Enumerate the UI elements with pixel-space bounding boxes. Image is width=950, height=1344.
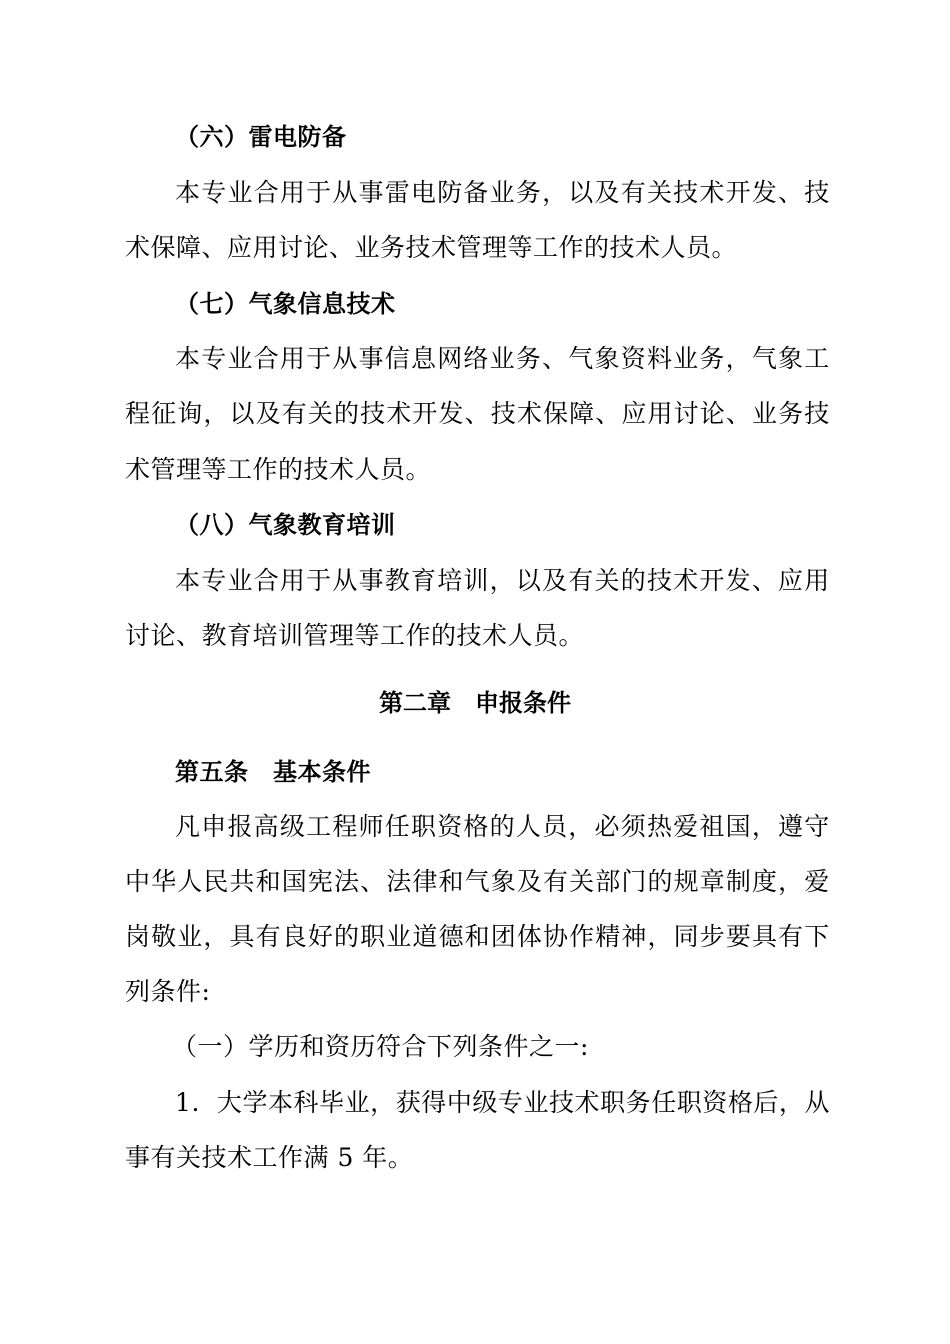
text-char: ， <box>751 812 778 841</box>
paragraph-line: 术保障、应用讨论、业务技术管理等工作的技术人员。 <box>125 233 738 262</box>
paragraph-line <box>125 920 830 954</box>
text-char: 遵 <box>778 812 804 841</box>
text-char: 规 <box>673 867 700 896</box>
text-char: 程 <box>125 399 151 428</box>
text-char: 步 <box>699 922 726 951</box>
text-char: 于 <box>306 566 332 595</box>
text-char: 业 <box>177 922 203 951</box>
text-char: 关 <box>569 867 595 896</box>
text-char: 国 <box>281 867 308 896</box>
text-char: 程 <box>332 812 358 841</box>
text-char: ， <box>778 1088 805 1117</box>
text-char: 信 <box>384 344 411 373</box>
text-char: 高 <box>253 812 280 841</box>
text-char: 专 <box>201 344 227 373</box>
text-char: 爱 <box>804 867 830 896</box>
text-char: 人 <box>177 867 203 896</box>
text-char: 有 <box>255 922 282 951</box>
text-char: 业 <box>752 399 778 428</box>
text-char: 电 <box>410 178 437 207</box>
text-char: 度 <box>752 867 778 896</box>
text-char: 的 <box>334 922 360 951</box>
paragraph-line: 列条件: <box>125 977 211 1006</box>
text-char: 教 <box>384 566 411 595</box>
text-char: 中 <box>446 1088 473 1117</box>
section-heading-meteorological-it: （七）气象信息技术 <box>175 290 396 318</box>
text-char: 育 <box>410 566 437 595</box>
text-char: 及 <box>594 178 621 207</box>
text-char: 得 <box>421 1088 447 1117</box>
text-char: 用 <box>279 344 306 373</box>
text-char: 职 <box>676 1088 703 1117</box>
text-char: 、 <box>464 399 491 428</box>
text-char: 必 <box>594 812 621 841</box>
paragraph-line: 术管理等工作的技术人员。 <box>125 455 432 484</box>
text-char: 以 <box>568 178 594 207</box>
text-char: 本 <box>175 178 201 207</box>
text-char: 技 <box>549 1088 575 1117</box>
text-char: 神 <box>621 922 647 951</box>
text-char: 从 <box>804 1088 830 1117</box>
text-char: 料 <box>646 344 673 373</box>
text-char: 从 <box>332 344 358 373</box>
text-char: 、 <box>360 867 386 896</box>
text-char: 业 <box>227 344 253 373</box>
text-char: 关 <box>307 399 334 428</box>
text-char: 下 <box>804 922 830 951</box>
text-char: 象 <box>490 867 517 896</box>
text-char: 征 <box>151 399 177 428</box>
text-char: 气 <box>464 867 491 896</box>
text-char: 获 <box>395 1088 422 1117</box>
text-char: 和 <box>438 867 465 896</box>
text-char: 级 <box>472 1088 498 1117</box>
text-char: 事 <box>358 344 385 373</box>
text-char: 爱 <box>673 812 699 841</box>
text-char: 业 <box>344 1088 371 1117</box>
text-char: 师 <box>358 812 385 841</box>
text-char: 用 <box>804 566 830 595</box>
text-char: 雷 <box>384 178 411 207</box>
text-char: 的 <box>620 566 647 595</box>
text-char: 级 <box>279 812 306 841</box>
text-char: 有 <box>281 399 308 428</box>
text-char: 体 <box>516 922 543 951</box>
text-char: 员 <box>542 812 568 841</box>
text-char: 部 <box>595 867 621 896</box>
text-char: 具 <box>229 922 256 951</box>
text-char: 从 <box>332 178 358 207</box>
text-char: 大 <box>216 1088 243 1117</box>
text-char: 技 <box>673 178 699 207</box>
text-char: 发 <box>438 399 465 428</box>
text-char: 的 <box>647 867 674 896</box>
text-char: 合 <box>253 178 280 207</box>
text-char: 岗 <box>125 922 151 951</box>
text-char: 作 <box>569 922 595 951</box>
text-char: 和 <box>464 922 491 951</box>
text-char: 训 <box>463 566 489 595</box>
text-char: 业 <box>489 178 516 207</box>
text-char: 敬 <box>151 922 177 951</box>
text-char: 技 <box>804 178 830 207</box>
text-char: 术 <box>516 399 543 428</box>
text-char: 华 <box>151 867 177 896</box>
text-char: 具 <box>752 922 778 951</box>
text-char: 络 <box>463 344 489 373</box>
text-char: 本 <box>175 344 201 373</box>
text-char: 开 <box>412 399 438 428</box>
text-char: 法 <box>386 867 412 896</box>
text-char: 制 <box>725 867 752 896</box>
text-char: 律 <box>412 867 438 896</box>
text-char: 民 <box>203 867 229 896</box>
text-char: ， <box>725 344 752 373</box>
text-char: 障 <box>569 399 595 428</box>
text-char: 开 <box>699 566 725 595</box>
text-char: 技 <box>646 566 673 595</box>
text-char: 格 <box>727 1088 754 1117</box>
text-char: 祖 <box>699 812 725 841</box>
text-char: 网 <box>437 344 463 373</box>
text-char: 团 <box>490 922 517 951</box>
text-char: ， <box>489 566 516 595</box>
text-char: 用 <box>279 178 306 207</box>
text-char: 毕 <box>319 1088 345 1117</box>
text-char: 有 <box>568 566 594 595</box>
text-char: 德 <box>438 922 465 951</box>
text-char: 协 <box>543 922 569 951</box>
text-char: 讨 <box>673 399 700 428</box>
text-char: ， <box>203 399 229 428</box>
text-char: 事 <box>358 566 385 595</box>
text-char: 术 <box>574 1088 601 1117</box>
text-char: 技 <box>490 399 517 428</box>
text-char: 报 <box>227 812 253 841</box>
text-char: 务 <box>625 1088 652 1117</box>
text-char: 象 <box>778 344 804 373</box>
text-char: 1 <box>175 1088 192 1117</box>
text-char: 资 <box>702 1088 728 1117</box>
text-char: 务 <box>515 178 542 207</box>
text-char: 热 <box>646 812 673 841</box>
text-char: ， <box>778 867 804 896</box>
text-char: 术 <box>673 566 699 595</box>
list-item-line <box>175 1086 830 1120</box>
text-char: 以 <box>229 399 256 428</box>
text-char: 及 <box>255 399 282 428</box>
text-char: 业 <box>673 344 699 373</box>
section-heading-lightning-protection: （六）雷电防备 <box>175 123 347 151</box>
text-char: 培 <box>437 566 463 595</box>
text-char: 用 <box>647 399 674 428</box>
text-char: 象 <box>594 344 621 373</box>
text-char: 守 <box>804 812 830 841</box>
text-char: 申 <box>201 812 227 841</box>
text-char: 及 <box>542 566 568 595</box>
text-char: 术 <box>386 399 412 428</box>
text-char: 国 <box>725 812 752 841</box>
text-char: 发 <box>725 566 752 595</box>
paragraph-line <box>125 397 830 431</box>
text-char: 关 <box>594 566 621 595</box>
text-char: 资 <box>437 812 463 841</box>
text-char: 事 <box>358 178 385 207</box>
subsection-line: （一）学历和资历符合下列条件之一: <box>172 1032 589 1061</box>
text-char: 资 <box>620 344 647 373</box>
text-char: 法 <box>334 867 360 896</box>
text-char: 防 <box>437 178 463 207</box>
text-char: 学 <box>242 1088 268 1117</box>
text-char: 、 <box>542 344 568 373</box>
section-heading-meteorological-education: （八）气象教育培训 <box>175 511 396 539</box>
text-char: 本 <box>175 566 201 595</box>
text-char: 合 <box>253 344 280 373</box>
text-char <box>208 1086 216 1120</box>
text-char: 务 <box>699 344 725 373</box>
text-char: 技 <box>804 399 830 428</box>
text-char: 后 <box>753 1088 779 1117</box>
text-char: 术 <box>699 178 725 207</box>
text-char: 门 <box>621 867 647 896</box>
text-char: 的 <box>334 399 360 428</box>
text-char: 应 <box>621 399 647 428</box>
text-char: 询 <box>177 399 203 428</box>
text-char: 发 <box>751 178 778 207</box>
text-char: 职 <box>360 922 386 951</box>
text-char: 从 <box>332 566 358 595</box>
text-char: 专 <box>497 1088 524 1117</box>
text-char: 合 <box>253 566 280 595</box>
text-char: 息 <box>410 344 437 373</box>
text-char: 职 <box>600 1088 626 1117</box>
text-char: 中 <box>125 867 151 896</box>
text-char <box>200 1086 208 1120</box>
text-char: 精 <box>595 922 621 951</box>
text-char: 及 <box>516 867 543 896</box>
text-char: 以 <box>515 566 542 595</box>
chapter-title: 第二章 申报条件 <box>379 689 571 717</box>
text-char: 关 <box>646 178 673 207</box>
text-char: 凡 <box>175 812 201 841</box>
text-char: 、 <box>778 178 804 207</box>
text-char: ， <box>568 812 594 841</box>
text-char: 于 <box>306 178 332 207</box>
text-char: 技 <box>360 399 386 428</box>
text-char: ， <box>542 178 568 207</box>
text-char: 工 <box>804 344 830 373</box>
text-char: 宪 <box>307 867 334 896</box>
paragraph-line <box>175 810 830 844</box>
text-char: ， <box>370 1088 396 1117</box>
text-char: 工 <box>306 812 332 841</box>
text-char: 道 <box>412 922 438 951</box>
text-char: 好 <box>307 922 334 951</box>
text-char: 开 <box>725 178 752 207</box>
text-char: 业 <box>227 178 253 207</box>
paragraph-line <box>175 564 830 598</box>
text-char: 章 <box>699 867 726 896</box>
text-char: 共 <box>229 867 256 896</box>
text-char: 应 <box>778 566 804 595</box>
text-char: 良 <box>281 922 308 951</box>
text-char: 用 <box>279 566 306 595</box>
text-char: 务 <box>778 399 804 428</box>
text-char: 于 <box>306 344 332 373</box>
text-char: ， <box>203 922 229 951</box>
text-char: 备 <box>463 178 489 207</box>
paragraph-line: 讨论、教育培训管理等工作的技术人员。 <box>125 621 585 650</box>
text-char: 格 <box>463 812 489 841</box>
text-char: 业 <box>227 566 253 595</box>
text-char: 本 <box>267 1088 294 1117</box>
text-char: 要 <box>725 922 752 951</box>
text-char: 、 <box>725 399 752 428</box>
text-char: 须 <box>620 812 647 841</box>
paragraph-line <box>125 865 830 899</box>
text-char: 有 <box>620 178 647 207</box>
text-char: 同 <box>673 922 700 951</box>
text-char: 的 <box>489 812 516 841</box>
text-char: 专 <box>201 178 227 207</box>
text-char: 气 <box>751 344 778 373</box>
paragraph-line <box>175 342 830 376</box>
text-char: 专 <box>201 566 227 595</box>
text-char: 有 <box>778 922 804 951</box>
text-char: 论 <box>699 399 726 428</box>
list-item-line: 事有关技术工作满 5 年。 <box>125 1143 414 1172</box>
text-char: 任 <box>651 1088 677 1117</box>
text-char: . <box>191 1088 200 1117</box>
paragraph-line <box>175 176 830 210</box>
text-char: 、 <box>595 399 621 428</box>
text-char: 、 <box>751 566 778 595</box>
text-char: 业 <box>489 344 516 373</box>
text-char: 职 <box>410 812 437 841</box>
text-char: 气 <box>568 344 594 373</box>
text-char: 业 <box>386 922 412 951</box>
text-char: 科 <box>293 1088 320 1117</box>
text-char: 有 <box>543 867 569 896</box>
article-heading: 第五条 基本条件 <box>175 758 371 786</box>
text-char: 务 <box>515 344 542 373</box>
text-char: 和 <box>255 867 282 896</box>
text-char: 人 <box>515 812 542 841</box>
text-char: ， <box>647 922 674 951</box>
text-char: 业 <box>523 1088 549 1117</box>
text-char: 保 <box>543 399 569 428</box>
text-char: 任 <box>384 812 411 841</box>
